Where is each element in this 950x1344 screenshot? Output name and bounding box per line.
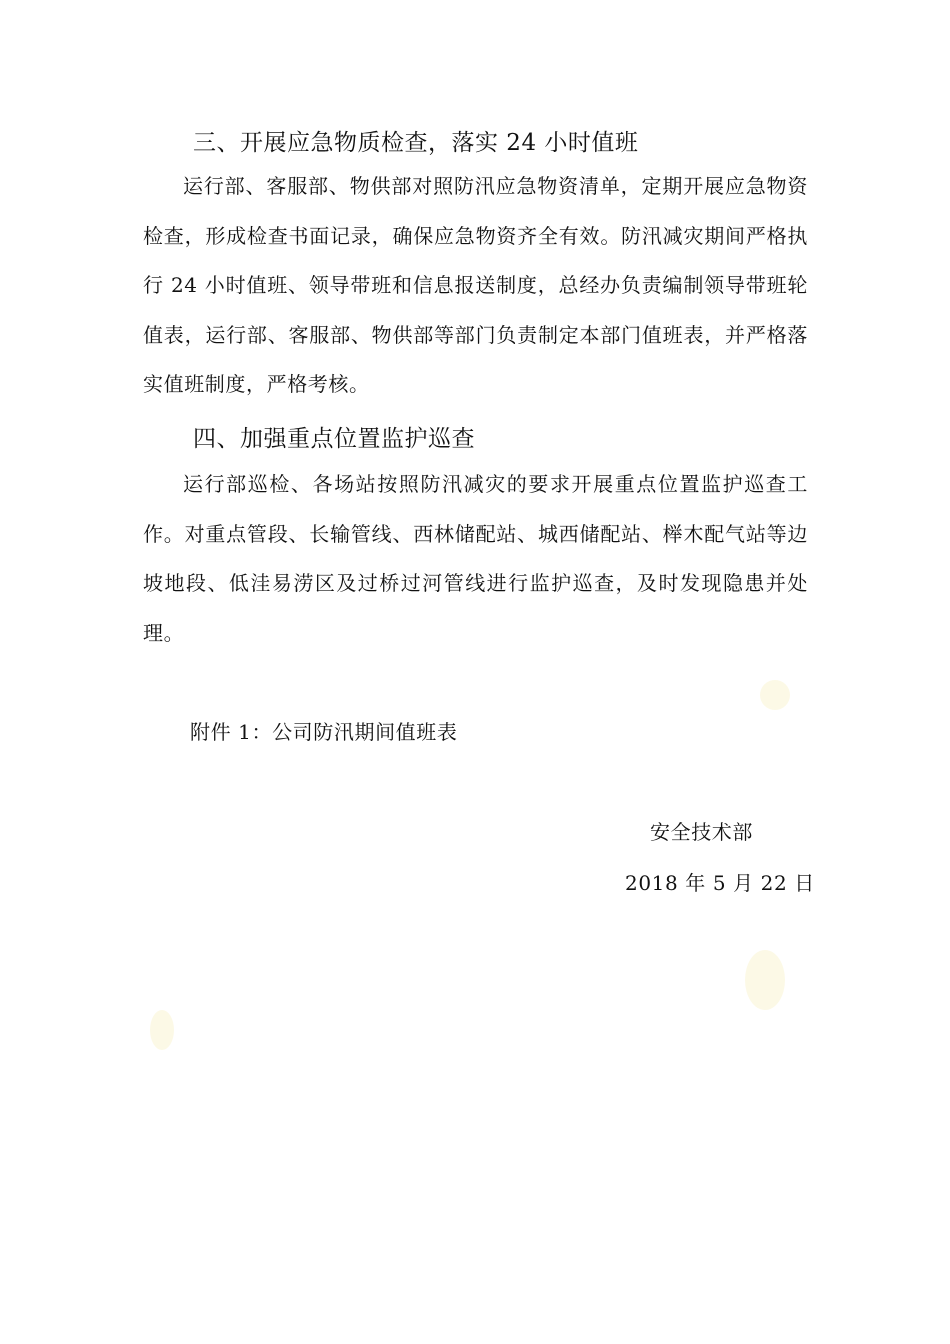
signature-department: 安全技术部 — [650, 820, 753, 844]
scan-blemish — [150, 1010, 174, 1050]
attachment-note: 附件 1：公司防汛期间值班表 — [190, 720, 458, 744]
signature-date: 2018 年 5 月 22 日 — [625, 871, 815, 895]
section-3-body: 运行部、客服部、物供部对照防汛应急物资清单，定期开展应急物资检查，形成检查书面记录，确保应急物资齐全有效。防汛减灾期间严格执行 24 小时值班、领导带班和信息报送制度，总经办负责编制领导带班轮值表，运行部、客服部、物供部等部门负责制定本部门值班表，并严格落实值班制度，严格考核。 — [143, 174, 808, 396]
scan-blemish — [745, 950, 785, 1010]
section-3-heading: 三、开展应急物质检查，落实 24 小时值班 — [193, 130, 639, 156]
section-4-body: 运行部巡检、各场站按照防汛减灾的要求开展重点位置监护巡查工作。对重点管段、长输管线、西林储配站、城西储配站、榉木配气站等边坡地段、低洼易涝区及过桥过河管线进行监护巡查，及时发现隐患并处理。 — [143, 472, 808, 645]
scan-blemish — [760, 680, 790, 710]
section-4-heading: 四、加强重点位置监护巡查 — [193, 426, 475, 452]
